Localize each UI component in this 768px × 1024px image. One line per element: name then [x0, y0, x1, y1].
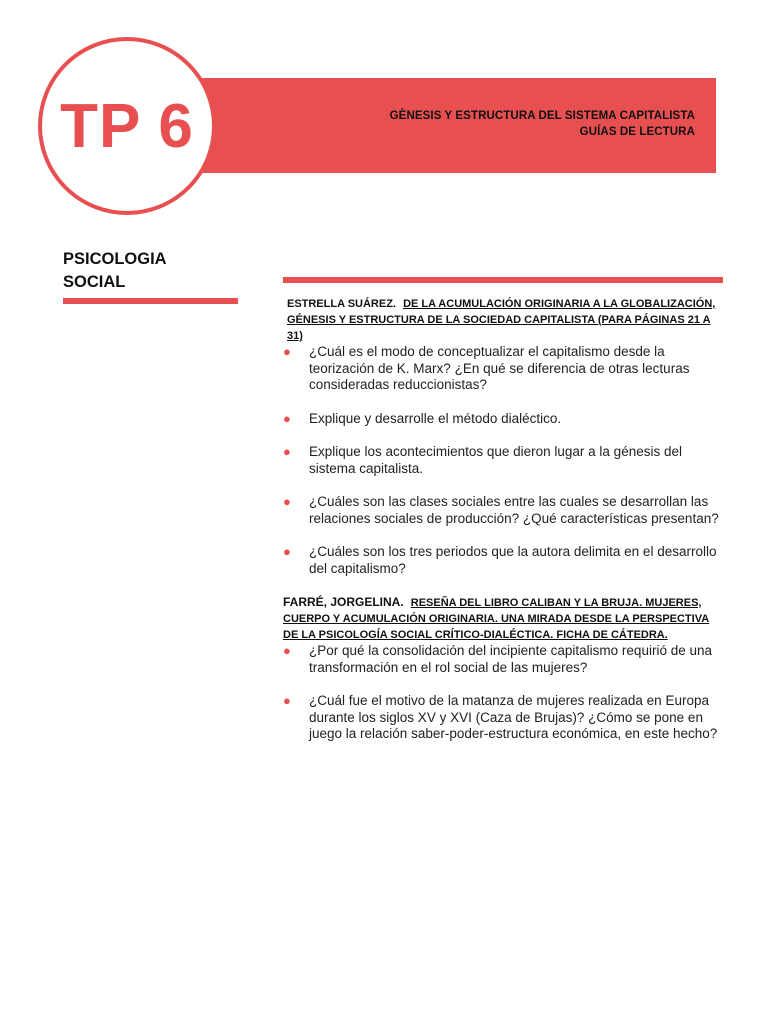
- question-text: Explique los acontecimientos que dieron lugar a la génesis del sistema capitalista.: [309, 444, 682, 476]
- list-item: [283, 693, 723, 743]
- question-text: ¿Cuáles son las clases sociales entre las cuales se desarrollan las relaciones sociales de producción? ¿Qué características presentan?: [309, 494, 719, 526]
- list-item: [283, 494, 723, 527]
- bullet-icon: ●: [283, 544, 291, 559]
- tp-badge-label: TP 6: [60, 91, 194, 161]
- subject-line1: PSICOLOGIA: [63, 250, 167, 268]
- reference-suarez: [283, 296, 723, 344]
- reference-author: FARRÉ, JORGELINA.: [283, 595, 404, 609]
- subject-title: [63, 248, 167, 294]
- question-list-suarez: [283, 344, 723, 577]
- bullet-icon: ●: [283, 410, 291, 426]
- question-list-farre: [283, 643, 723, 743]
- question-text: ¿Cuáles son los tres periodos que la autora delimita en el desarrollo del capitalismo?: [309, 544, 717, 576]
- bullet-icon: ●: [283, 444, 291, 459]
- list-item: [283, 643, 723, 676]
- header-title-line1: GÈNESIS Y ESTRUCTURA DEL SISTEMA CAPITALISTA: [389, 110, 695, 122]
- list-item: [283, 411, 723, 428]
- reference-work: DE LA ACUMULACIÓN ORIGINARIA A LA GLOBALIZACIÓN, GÉNESIS Y ESTRUCTURA DE LA SOCIEDAD CAPITALISTA (PARA PÁGINAS 21 A 31): [287, 298, 716, 342]
- reference-work: RESEÑA DEL LIBRO CALIBAN Y LA BRUJA. MUJERES, CUERPO Y ACUMULACIÓN ORIGINARIA. UNA MIRADA DESDE LA PERSPECTIVA DE LA PSICOLOGÍA SOCIAL CRÍTICO-DIALÉCTICA. FICHA DE CÁTEDRA.: [283, 597, 710, 641]
- reference-author: ESTRELLA SUÁREZ.: [287, 298, 396, 310]
- question-text: ¿Cuál fue el motivo de la matanza de mujeres realizada en Europa durante los siglos XV y XVI (Caza de Brujas)? ¿Cómo se pone en juego la relación saber-poder-estructura económica, en este hecho?: [309, 693, 718, 741]
- header-title-line2: GUÍAS DE LECTURA: [579, 126, 695, 138]
- bullet-icon: ●: [283, 494, 291, 509]
- question-text: ¿Cuál es el modo de conceptualizar el capitalismo desde la teorización de K. Marx? ¿En qué se diferencia de otras lecturas consideradas reduccionistas?: [309, 344, 690, 392]
- question-text: ¿Por qué la consolidación del incipiente capitalismo requirió de una transformación en el rol social de las mujeres?: [309, 643, 712, 675]
- content-divider: [283, 277, 723, 283]
- list-item: [283, 444, 723, 477]
- question-text: Explique y desarrolle el método dialéctico.: [309, 410, 562, 426]
- subject-line2: SOCIAL: [63, 273, 126, 291]
- bullet-icon: ●: [283, 693, 291, 708]
- header-title: [390, 108, 695, 140]
- list-item: [283, 344, 723, 394]
- bullet-icon: ●: [283, 643, 291, 658]
- subject-divider: [63, 298, 238, 304]
- reference-farre: [283, 594, 723, 643]
- main-content: [283, 296, 723, 760]
- header-band: [196, 78, 716, 173]
- tp-badge-circle: [38, 37, 216, 215]
- list-item: [283, 544, 723, 577]
- bullet-icon: ●: [283, 344, 291, 359]
